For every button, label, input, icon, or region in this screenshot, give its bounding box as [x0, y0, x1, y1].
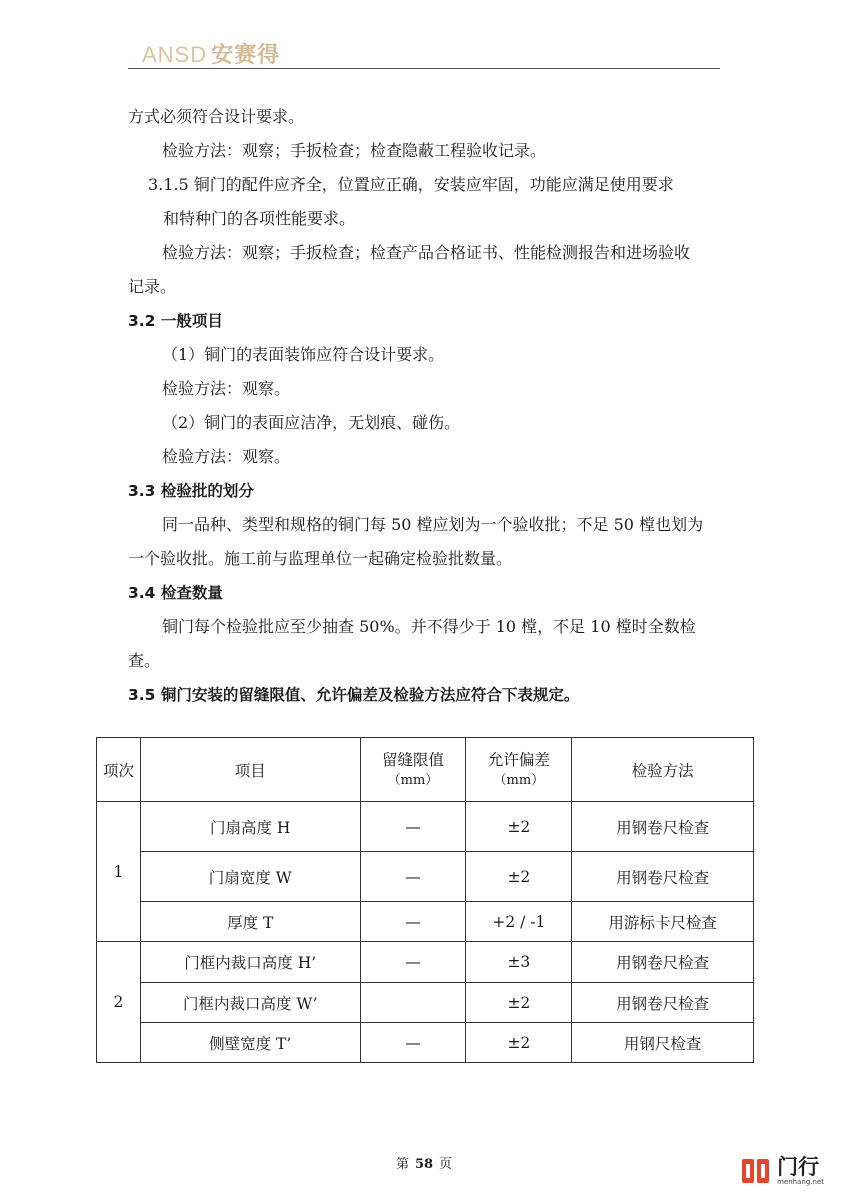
paragraph-line: 记录。 [128, 277, 177, 296]
header-tolerance-unit: （mm） [493, 772, 545, 788]
page-prefix: 第 [395, 1157, 409, 1172]
list-item: （2）铜门的表面应洁净，无划痕、碰伤。 [162, 413, 461, 432]
cell-item: 侧壁宽度 T’ [140, 1023, 360, 1063]
cell-gap: — [360, 1023, 466, 1063]
cell-method: 用钢卷尺检查 [572, 942, 754, 983]
table-row [97, 802, 754, 852]
document-body [128, 100, 722, 712]
header-index: 项次 [97, 738, 141, 802]
page-number: 58 [414, 1157, 434, 1172]
cell-gap: — [360, 852, 466, 902]
header-gap-limit [360, 738, 466, 802]
header-tolerance-label: 允许偏差 [487, 750, 550, 769]
paragraph-line: 一个验收批。施工前与监理单位一起确定检验批数量。 [128, 549, 513, 568]
row-index: 2 [97, 942, 141, 1063]
cell-tolerance: ±2 [466, 1023, 572, 1063]
tolerance-table [96, 737, 754, 1063]
menhang-logo-icon [741, 1156, 771, 1186]
table-row [97, 942, 754, 983]
table-header-row [97, 738, 754, 802]
header-gap-unit: （mm） [387, 772, 439, 788]
clause-3-1-5-cont: 和特种门的各项性能要求。 [163, 209, 356, 228]
inspection-method: 检验方法：观察。 [162, 447, 291, 466]
cell-tolerance: ±2 [466, 852, 572, 902]
watermark-name: 门行 [777, 1155, 820, 1179]
header-method: 检验方法 [572, 738, 754, 802]
cell-method: 用钢卷尺检查 [572, 852, 754, 902]
paragraph-line: 铜门每个检验批应至少抽查 50%。并不得少于 10 樘，不足 10 樘时全数检 [162, 617, 696, 636]
cell-method: 用钢卷尺检查 [572, 802, 754, 852]
cell-tolerance: ±2 [466, 802, 572, 852]
table-row [97, 1023, 754, 1063]
row-index: 1 [97, 802, 141, 942]
cell-tolerance: ±3 [466, 942, 572, 983]
cell-tolerance: +2 / -1 [466, 902, 572, 942]
table-row [97, 852, 754, 902]
paragraph-line: 方式必须符合设计要求。 [128, 107, 305, 126]
list-item: （1）铜门的表面装饰应符合设计要求。 [162, 345, 445, 364]
table-row [97, 983, 754, 1023]
section-heading-3-5: 3.5 铜门安装的留缝限值、允许偏差及检验方法应符合下表规定。 [128, 686, 580, 704]
cell-item: 门扇宽度 W [140, 852, 360, 902]
header-tolerance [466, 738, 572, 802]
header-divider [128, 68, 720, 69]
cell-method: 用钢卷尺检查 [572, 983, 754, 1023]
cell-method: 用钢尺检查 [572, 1023, 754, 1063]
cell-gap: — [360, 942, 466, 983]
brand-logo [142, 38, 280, 69]
logo-latin: ANSD [142, 42, 208, 67]
page-footer [0, 1153, 848, 1172]
section-heading-3-2: 3.2 一般项目 [128, 312, 223, 330]
inspection-method: 检验方法：观察；手扳检查；检查产品合格证书、性能检测报告和进场验收 [162, 243, 691, 262]
cell-tolerance: ±2 [466, 983, 572, 1023]
inspection-method: 检验方法：观察；手扳检查；检查隐蔽工程验收记录。 [162, 141, 547, 160]
cell-item: 厚度 T [140, 902, 360, 942]
logo-cjk: 安赛得 [211, 42, 281, 67]
section-heading-3-4: 3.4 检查数量 [128, 584, 223, 602]
watermark-text [777, 1156, 824, 1186]
cell-item: 门框内裁口高度 W’ [140, 983, 360, 1023]
page-suffix: 页 [439, 1157, 453, 1172]
cell-item: 门框内裁口高度 H’ [140, 942, 360, 983]
paragraph-line: 同一品种、类型和规格的铜门每 50 樘应划为一个验收批；不足 50 樘也划为 [162, 515, 704, 534]
header-gap-label: 留缝限值 [381, 750, 444, 769]
header-item: 项目 [140, 738, 360, 802]
inspection-method: 检验方法：观察。 [162, 379, 291, 398]
watermark-site: menhang.net [777, 1178, 824, 1186]
cell-item: 门扇高度 H [140, 802, 360, 852]
section-heading-3-3: 3.3 检验批的划分 [128, 482, 254, 500]
cell-gap [360, 983, 466, 1023]
cell-gap: — [360, 802, 466, 852]
table-row [97, 902, 754, 942]
watermark [741, 1156, 824, 1186]
paragraph-line: 查。 [128, 651, 161, 670]
cell-gap: — [360, 902, 466, 942]
cell-method: 用游标卡尺检查 [572, 902, 754, 942]
clause-3-1-5: 3.1.5 铜门的配件应齐全，位置应正确，安装应牢固，功能应满足使用要求 [148, 175, 674, 194]
